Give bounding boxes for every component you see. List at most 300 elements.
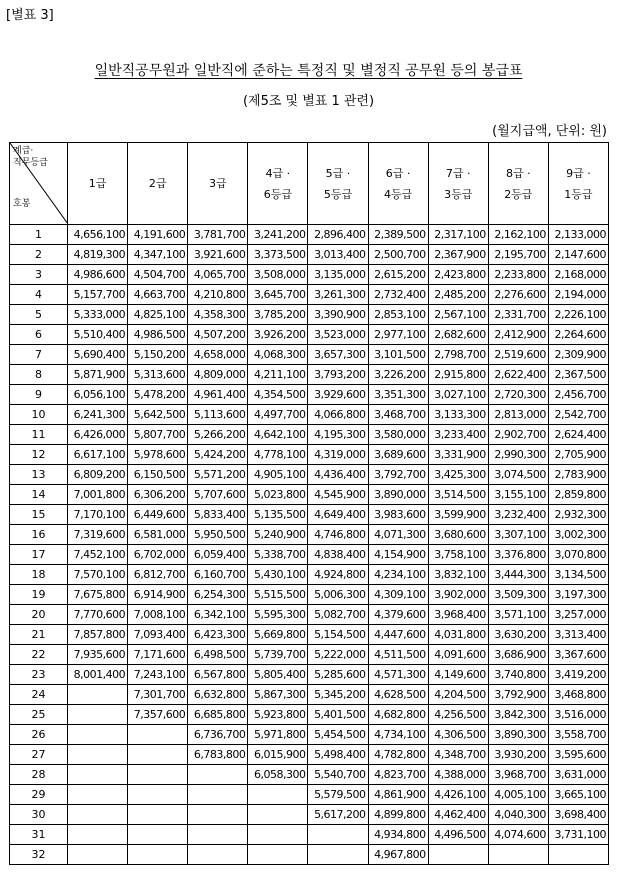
salary-cell: 3,902,000 [428,585,488,605]
salary-cell: 5,707,600 [188,485,248,505]
salary-cell: 7,001,800 [68,485,128,505]
salary-cell: 4,040,300 [488,805,548,825]
salary-cell: 3,313,400 [548,625,608,645]
salary-cell: 4,065,700 [188,265,248,285]
salary-cell: 5,867,300 [248,685,308,705]
step-cell: 18 [10,565,68,585]
table-row [10,425,609,445]
salary-cell: 3,571,100 [488,605,548,625]
salary-cell: 2,195,700 [488,245,548,265]
salary-cell [128,805,188,825]
salary-cell [68,805,128,825]
salary-cell: 6,581,000 [128,525,188,545]
salary-cell: 3,226,200 [368,365,428,385]
salary-cell: 4,642,100 [248,425,308,445]
salary-cell: 6,015,900 [248,745,308,765]
table-row [10,645,609,665]
salary-cell: 4,649,400 [308,505,368,525]
step-cell: 12 [10,445,68,465]
salary-cell: 3,689,600 [368,445,428,465]
table-row [10,845,609,865]
salary-cell: 3,516,000 [548,705,608,725]
salary-cell: 3,630,200 [488,625,548,645]
salary-cell: 4,663,700 [128,285,188,305]
salary-cell: 3,419,200 [548,665,608,685]
salary-cell: 6,632,800 [188,685,248,705]
salary-cell: 3,983,600 [368,505,428,525]
table-row [10,605,609,625]
corner-top-label [13,145,48,169]
salary-cell: 4,005,100 [488,785,548,805]
grade-header-line-1: 5급 · [325,166,351,180]
salary-cell: 5,805,400 [248,665,308,685]
salary-cell: 3,241,200 [248,225,308,245]
step-cell: 31 [10,825,68,845]
salary-cell: 2,622,400 [488,365,548,385]
salary-cell: 5,923,800 [248,705,308,725]
appendix-tag: [별표 3] [6,8,54,23]
salary-cell: 4,656,100 [68,225,128,245]
salary-cell [68,845,128,865]
table-row [10,305,609,325]
salary-cell: 2,389,500 [368,225,428,245]
salary-cell: 4,154,900 [368,545,428,565]
step-cell: 14 [10,485,68,505]
salary-cell: 5,113,600 [188,405,248,425]
salary-cell: 3,135,000 [308,265,368,285]
salary-cell [188,845,248,865]
step-cell: 27 [10,745,68,765]
salary-cell: 5,023,800 [248,485,308,505]
table-row [10,505,609,525]
salary-cell: 3,508,000 [248,265,308,285]
step-cell: 26 [10,725,68,745]
salary-cell [188,805,248,825]
salary-cell: 7,770,600 [68,605,128,625]
table-row [10,285,609,305]
salary-cell [128,725,188,745]
table-row [10,325,609,345]
salary-cell: 4,861,900 [368,785,428,805]
salary-cell: 2,226,100 [548,305,608,325]
salary-cell: 3,890,300 [488,725,548,745]
salary-cell [248,845,308,865]
salary-cell: 5,515,500 [248,585,308,605]
salary-cell: 3,968,700 [488,765,548,785]
table-row [10,825,609,845]
document-subtitle: (제5조 및 별표 1 관련) [242,94,375,109]
salary-cell: 6,702,000 [128,545,188,565]
salary-cell: 4,961,400 [188,385,248,405]
salary-cell: 3,331,900 [428,445,488,465]
salary-cell: 4,838,400 [308,545,368,565]
table-row [10,765,609,785]
step-cell: 6 [10,325,68,345]
salary-cell: 4,354,500 [248,385,308,405]
salary-cell: 3,686,900 [488,645,548,665]
salary-cell: 5,739,700 [248,645,308,665]
salary-cell: 2,147,600 [548,245,608,265]
salary-cell: 2,783,900 [548,465,608,485]
corner-top-line-1: 계급· [13,146,34,156]
salary-table [9,142,609,865]
salary-cell: 2,485,200 [428,285,488,305]
salary-cell: 7,357,600 [128,705,188,725]
grade-header-line-2: 4등급 [383,187,413,201]
salary-cell: 3,468,700 [368,405,428,425]
salary-cell: 4,388,000 [428,765,488,785]
salary-cell: 2,519,600 [488,345,548,365]
salary-cell: 3,514,500 [428,485,488,505]
salary-cell: 6,783,800 [188,745,248,765]
salary-cell: 7,857,800 [68,625,128,645]
salary-cell: 3,785,200 [248,305,308,325]
step-cell: 32 [10,845,68,865]
table-row [10,785,609,805]
salary-cell: 3,595,600 [548,745,608,765]
salary-cell: 3,307,100 [488,525,548,545]
salary-cell: 4,068,300 [248,345,308,365]
salary-cell: 4,496,500 [428,825,488,845]
salary-cell: 4,447,600 [368,625,428,645]
salary-cell: 3,425,300 [428,465,488,485]
salary-cell: 2,194,000 [548,285,608,305]
salary-cell: 4,934,800 [368,825,428,845]
salary-cell: 3,367,600 [548,645,608,665]
grade-header-line-1: 6급 · [385,166,411,180]
salary-cell: 5,333,000 [68,305,128,325]
salary-cell: 3,890,000 [368,485,428,505]
salary-cell: 3,680,600 [428,525,488,545]
salary-cell: 4,905,100 [248,465,308,485]
salary-cell: 4,986,500 [128,325,188,345]
salary-cell: 3,257,000 [548,605,608,625]
grade-header-cell [368,143,428,225]
step-cell: 9 [10,385,68,405]
step-cell: 25 [10,705,68,725]
table-row [10,245,609,265]
grade-header-line-2: 6등급 [263,187,293,201]
salary-cell: 2,915,800 [428,365,488,385]
salary-cell: 4,210,800 [188,285,248,305]
salary-cell: 5,871,900 [68,365,128,385]
salary-cell: 2,705,900 [548,445,608,465]
salary-cell: 3,580,000 [368,425,428,445]
table-row [10,385,609,405]
salary-cell: 3,074,500 [488,465,548,485]
step-cell: 2 [10,245,68,265]
salary-cell: 6,306,200 [128,485,188,505]
grade-header-cell [428,143,488,225]
salary-cell [248,805,308,825]
salary-cell: 2,367,500 [548,365,608,385]
salary-cell: 4,031,800 [428,625,488,645]
table-row [10,625,609,645]
salary-cell: 2,168,000 [548,265,608,285]
grade-header-line-1: 4급 · [265,166,291,180]
salary-cell: 3,261,300 [308,285,368,305]
salary-cell: 6,254,300 [188,585,248,605]
salary-cell: 6,241,300 [68,405,128,425]
salary-cell: 2,542,700 [548,405,608,425]
salary-cell: 5,222,000 [308,645,368,665]
salary-cell: 6,809,200 [68,465,128,485]
salary-cell: 5,833,400 [188,505,248,525]
salary-cell: 2,859,800 [548,485,608,505]
salary-cell: 4,074,600 [488,825,548,845]
table-row [10,745,609,765]
salary-cell: 3,101,500 [368,345,428,365]
salary-cell [68,745,128,765]
salary-cell: 2,990,300 [488,445,548,465]
salary-cell: 3,376,800 [488,545,548,565]
salary-cell: 4,511,500 [368,645,428,665]
salary-cell: 5,669,800 [248,625,308,645]
salary-cell: 5,642,500 [128,405,188,425]
step-cell: 20 [10,605,68,625]
salary-cell: 4,823,700 [368,765,428,785]
salary-cell: 5,157,700 [68,285,128,305]
table-row [10,345,609,365]
salary-cell: 3,133,300 [428,405,488,425]
step-cell: 8 [10,365,68,385]
salary-cell: 4,319,000 [308,445,368,465]
salary-cell: 3,599,900 [428,505,488,525]
step-cell: 28 [10,765,68,785]
table-row [10,405,609,425]
table-row [10,265,609,285]
salary-cell: 7,093,400 [128,625,188,645]
salary-cell: 3,373,500 [248,245,308,265]
salary-cell: 4,809,000 [188,365,248,385]
table-row [10,685,609,705]
salary-cell: 3,002,300 [548,525,608,545]
salary-cell [68,765,128,785]
salary-cell: 5,478,200 [128,385,188,405]
salary-cell: 8,001,400 [68,665,128,685]
salary-cell: 3,842,300 [488,705,548,725]
salary-cell: 4,504,700 [128,265,188,285]
salary-cell: 4,358,300 [188,305,248,325]
step-cell: 16 [10,525,68,545]
salary-cell: 2,233,800 [488,265,548,285]
salary-cell: 5,430,100 [248,565,308,585]
salary-cell: 4,191,600 [128,225,188,245]
table-row [10,665,609,685]
salary-cell: 2,977,100 [368,325,428,345]
step-cell: 19 [10,585,68,605]
salary-cell: 3,232,400 [488,505,548,525]
salary-cell: 7,170,100 [68,505,128,525]
salary-cell: 4,149,600 [428,665,488,685]
salary-cell: 2,813,000 [488,405,548,425]
salary-cell: 7,301,700 [128,685,188,705]
salary-cell: 5,338,700 [248,545,308,565]
salary-cell: 5,807,700 [128,425,188,445]
salary-cell: 6,567,800 [188,665,248,685]
table-body [10,225,609,865]
table-row [10,525,609,545]
grade-header-cell [128,143,188,225]
salary-cell: 5,285,600 [308,665,368,685]
unit-note: (월지급액, 단위: 원) [492,124,607,139]
salary-cell [308,845,368,865]
salary-cell [128,845,188,865]
salary-cell: 6,449,600 [128,505,188,525]
salary-cell: 7,452,100 [68,545,128,565]
table-row [10,225,609,245]
salary-cell: 3,926,200 [248,325,308,345]
salary-cell: 7,243,100 [128,665,188,685]
salary-cell [488,845,548,865]
step-cell: 15 [10,505,68,525]
step-cell: 13 [10,465,68,485]
salary-cell: 5,150,200 [128,345,188,365]
salary-cell: 6,056,100 [68,385,128,405]
salary-cell: 4,348,700 [428,745,488,765]
step-cell: 11 [10,425,68,445]
salary-cell: 3,509,300 [488,585,548,605]
salary-cell: 4,211,100 [248,365,308,385]
salary-cell: 3,351,300 [368,385,428,405]
table-row [10,545,609,565]
salary-cell: 5,595,300 [248,605,308,625]
salary-cell: 5,510,400 [68,325,128,345]
salary-cell: 3,731,100 [548,825,608,845]
grade-header-cell [308,143,368,225]
salary-cell [128,785,188,805]
salary-cell: 3,027,100 [428,385,488,405]
step-cell: 30 [10,805,68,825]
salary-cell: 4,091,600 [428,645,488,665]
table-row [10,725,609,745]
salary-cell: 5,978,600 [128,445,188,465]
salary-cell: 5,424,200 [188,445,248,465]
salary-cell: 3,793,200 [308,365,368,385]
salary-cell: 5,313,600 [128,365,188,385]
salary-cell: 3,698,400 [548,805,608,825]
salary-cell: 3,645,700 [248,285,308,305]
salary-cell: 7,171,600 [128,645,188,665]
salary-cell: 2,133,000 [548,225,608,245]
grade-header-line-2: 1등급 [564,187,593,201]
salary-cell: 2,276,600 [488,285,548,305]
salary-cell: 4,347,100 [128,245,188,265]
salary-cell: 6,150,500 [128,465,188,485]
salary-cell: 4,497,700 [248,405,308,425]
salary-cell: 3,665,100 [548,785,608,805]
salary-cell [68,825,128,845]
salary-cell: 5,617,200 [308,805,368,825]
table-row [10,485,609,505]
table-row [10,365,609,385]
step-cell: 22 [10,645,68,665]
grade-header-line-1: 1급 [88,177,107,190]
step-cell: 21 [10,625,68,645]
table-row [10,705,609,725]
salary-cell: 3,968,400 [428,605,488,625]
grade-header-line-1: 2급 [148,177,167,190]
grade-header-cell [548,143,608,225]
grade-header-cell [488,143,548,225]
step-cell: 29 [10,785,68,805]
salary-cell: 2,624,400 [548,425,608,445]
salary-cell: 4,571,300 [368,665,428,685]
salary-cell [428,845,488,865]
step-cell: 4 [10,285,68,305]
salary-cell: 3,013,400 [308,245,368,265]
salary-cell: 3,631,000 [548,765,608,785]
salary-cell: 2,309,900 [548,345,608,365]
salary-cell [68,725,128,745]
salary-cell: 5,971,800 [248,725,308,745]
salary-cell [188,825,248,845]
salary-cell: 4,195,300 [308,425,368,445]
salary-cell: 4,066,800 [308,405,368,425]
salary-cell: 5,950,500 [188,525,248,545]
salary-cell: 3,468,800 [548,685,608,705]
salary-cell: 7,008,100 [128,605,188,625]
salary-cell: 3,444,300 [488,565,548,585]
salary-cell: 2,456,700 [548,385,608,405]
salary-cell: 4,306,500 [428,725,488,745]
salary-cell: 5,266,200 [188,425,248,445]
salary-cell: 4,782,800 [368,745,428,765]
document-title: 일반직공무원과 일반직에 준하는 특정직 및 별정직 공무원 등의 봉급표 [94,63,523,79]
grade-header-cell [188,143,248,225]
salary-cell: 4,436,400 [308,465,368,485]
salary-cell: 2,902,700 [488,425,548,445]
salary-cell: 4,899,800 [368,805,428,825]
corner-top-line-2: 직무등급 [13,158,48,168]
salary-cell: 2,732,400 [368,285,428,305]
salary-cell: 4,746,800 [308,525,368,545]
salary-cell: 6,423,300 [188,625,248,645]
salary-cell: 5,006,300 [308,585,368,605]
salary-cell: 2,317,100 [428,225,488,245]
grade-header-line-1: 8급 · [506,166,531,180]
salary-cell: 4,658,000 [188,345,248,365]
salary-cell: 4,071,300 [368,525,428,545]
salary-cell: 2,331,700 [488,305,548,325]
salary-cell: 3,758,100 [428,545,488,565]
grade-header-cell [68,143,128,225]
salary-cell: 4,256,500 [428,705,488,725]
salary-cell: 6,059,400 [188,545,248,565]
salary-cell: 3,832,100 [428,565,488,585]
table-row [10,565,609,585]
salary-cell: 6,914,900 [128,585,188,605]
salary-cell: 6,160,700 [188,565,248,585]
grade-header-line-2: 3등급 [444,187,473,201]
salary-cell: 4,379,600 [368,605,428,625]
salary-cell: 4,682,800 [368,705,428,725]
salary-cell: 4,426,100 [428,785,488,805]
salary-cell: 2,367,900 [428,245,488,265]
salary-cell: 3,792,700 [368,465,428,485]
salary-cell: 3,233,400 [428,425,488,445]
corner-bottom-label: 호봉 [13,199,31,209]
salary-cell: 3,781,700 [188,225,248,245]
salary-cell: 2,500,700 [368,245,428,265]
salary-cell: 3,792,900 [488,685,548,705]
grade-header-line-1: 7급 · [445,166,471,180]
salary-cell: 5,240,900 [248,525,308,545]
salary-cell: 5,454,500 [308,725,368,745]
salary-cell: 7,319,600 [68,525,128,545]
grade-header-line-1: 9급 · [566,166,591,180]
salary-cell: 4,924,800 [308,565,368,585]
